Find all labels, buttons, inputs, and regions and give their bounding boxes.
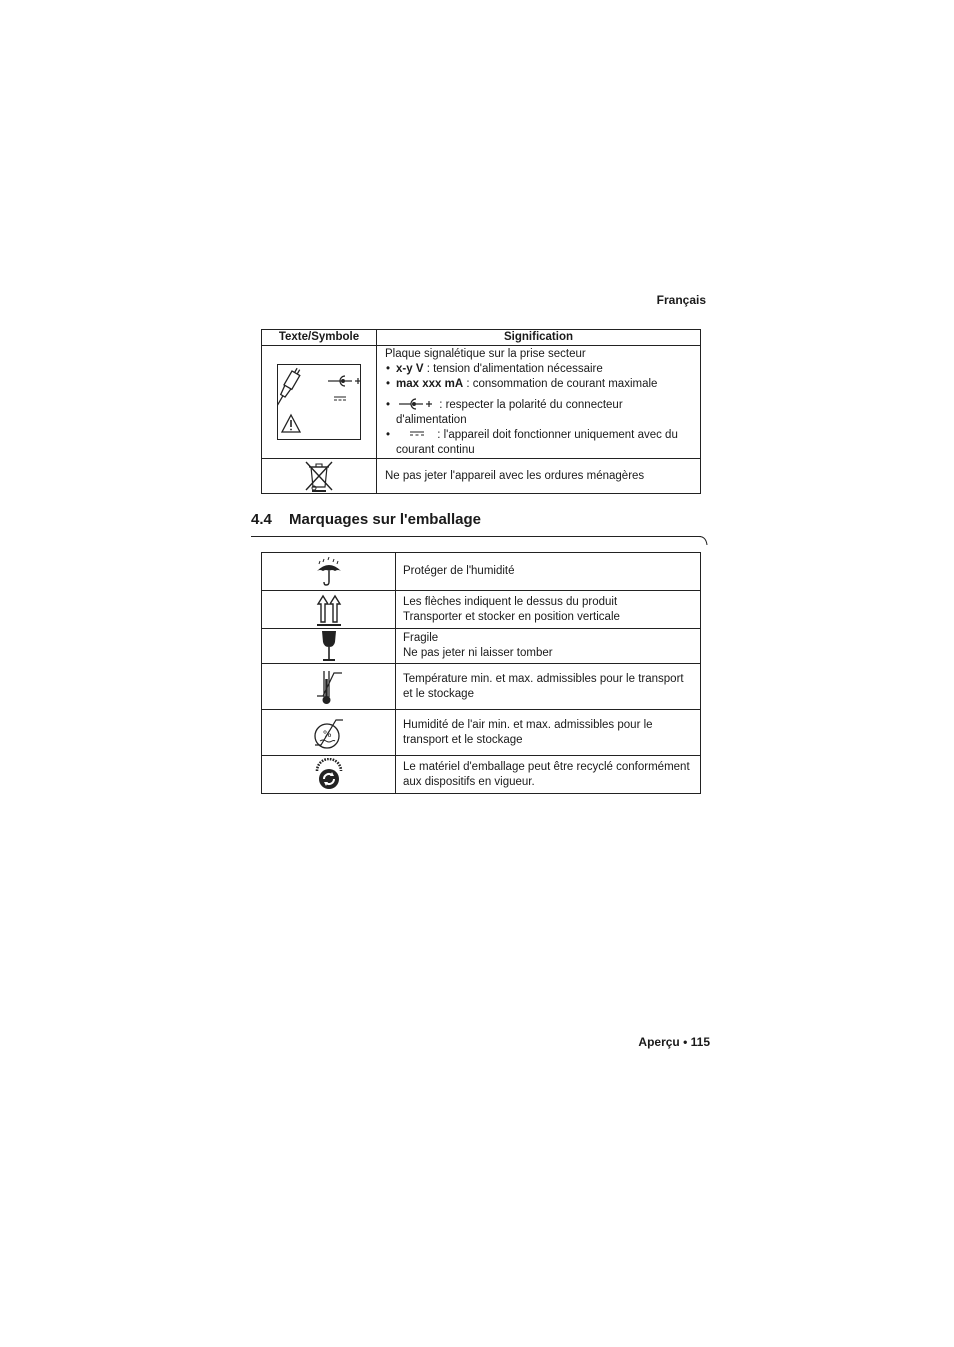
marking-text: Température min. et max. admissibles pour le transport et le stockage	[403, 672, 684, 700]
table-row	[262, 459, 701, 494]
list-item: • x-y V : tension d'alimentation nécessaire	[385, 362, 692, 377]
section-number: 4.4	[251, 511, 272, 528]
temperature-limit-icon	[314, 667, 344, 707]
rating-plate-icon	[277, 364, 361, 440]
polarity-icon	[398, 398, 434, 410]
dc-current-icon	[402, 429, 432, 439]
column-header-meaning: Signification	[377, 330, 701, 346]
list-item: • max xxx mA : consommation de courant maximale	[385, 377, 692, 392]
table-row	[262, 710, 701, 756]
marking-text: Le matériel d'emballage peut être recyclé conformément aux dispositifs en vigueur.	[403, 760, 690, 788]
list-item: • : respecter la polarité du connecteur d'alimentation	[385, 398, 692, 428]
language-label: Français	[656, 293, 706, 307]
marking-text: Fragile	[403, 632, 439, 644]
section-divider-curve	[699, 536, 708, 546]
humidity-limit-icon	[312, 714, 346, 752]
bin-meaning-text: Ne pas jeter l'appareil avec les ordures ménagères	[377, 459, 701, 494]
this-side-up-arrows-icon	[316, 594, 342, 626]
symbol-table	[261, 329, 701, 494]
fragile-glass-icon	[319, 630, 339, 662]
plate-meaning-list	[385, 362, 692, 458]
marking-text: Protéger de l'humidité	[403, 565, 515, 577]
marking-text: Les flèches indiquent le dessus du produit	[403, 595, 618, 608]
packaging-markings-table	[261, 552, 701, 794]
marking-text: Humidité de l'air min. et max. admissibles pour le transport et le stockage	[403, 718, 653, 746]
plate-intro-text: Plaque signalétique sur la prise secteur	[385, 347, 586, 360]
section-heading	[251, 511, 708, 528]
crossed-bin-icon	[304, 460, 334, 492]
umbrella-icon	[314, 557, 344, 587]
table-row	[262, 664, 701, 710]
marking-text: Ne pas jeter ni laisser tomber	[403, 647, 553, 659]
marking-text: Transporter et stocker en position verticale	[403, 610, 620, 623]
list-item: • : l'appareil doit fonctionner uniquement avec du courant continu	[385, 428, 692, 458]
table-row	[262, 553, 701, 591]
green-dot-recycle-icon	[312, 758, 346, 792]
table-row	[262, 756, 701, 794]
table-header-row	[262, 330, 701, 346]
table-row	[262, 591, 701, 629]
section-title: Marquages sur l'emballage	[289, 511, 481, 528]
table-row	[262, 629, 701, 664]
table-row	[262, 346, 701, 459]
svg-text:%: %	[322, 729, 332, 740]
section-divider	[251, 536, 701, 537]
column-header-symbol: Texte/Symbole	[262, 330, 377, 346]
page-footer: Aperçu • 115	[638, 1035, 710, 1049]
